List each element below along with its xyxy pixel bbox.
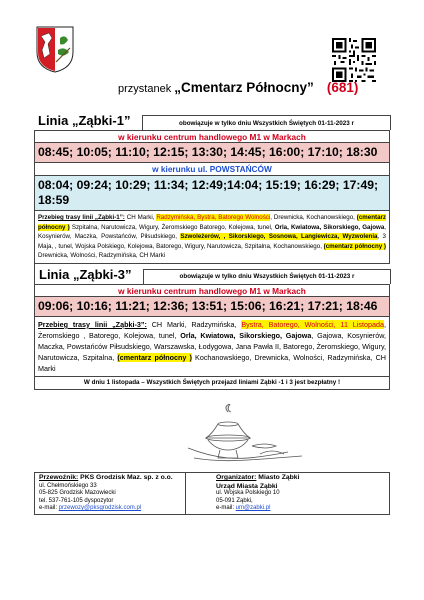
line-1-header xyxy=(34,110,390,130)
line-1-times-markach: 08:45; 10:05; 11:10; 12:15; 13:30; 14:45; 16:00; 17:10; 18:30 xyxy=(34,143,390,163)
line-1-direction-markach: w kierunku centrum handlowego M1 w Markach xyxy=(34,130,390,143)
line-1-name: Linia „Ząbki-1” xyxy=(38,113,131,128)
organizer-address-1: ul. Wojska Polskiego 10 xyxy=(216,490,280,497)
stop-name: „Cmentarz Północny” xyxy=(174,80,314,95)
line-3-header xyxy=(34,264,390,284)
carrier-address-1: ul. Chełmońskiego 33 xyxy=(39,482,97,489)
line-3-direction-markach: w kierunku centrum handlowego M1 w Markach xyxy=(34,284,390,297)
line-3-validity: obowiązuje w tylko dniu Wszystkich Świętych 01-11-2023 r xyxy=(143,269,391,284)
organizer-name: Miasto Ząbki xyxy=(256,474,300,481)
organizer-email-link[interactable]: um@zabki.pl xyxy=(235,505,271,512)
line-1-route: Przebieg trasy linii „Ząbki-1”: CH Marki, Radzymińska, Bystra, Batorego Wolności, Drewnicka, Kochanowskiego, (cmentarz północny ) Szpitalna, Narutowicza, Wigury, Żeromskiego Batorego, Kolejowa, tunel, Orla, Kwiatowa, Sikorskiego, Gajowa, Kosynierów, Maczka, Powstańców, Piłsudskiego, Szwoleżerów, , Sikorskiego, Sosnowa, Langiewicza, Wyzwolenia, 3 Maja, , tunel, Wojska Polskiego, Kolejowa, Batorego, Wigury, Narutowicza, Szpitalna, Kochanowskiego, (cmentarz północny ) Drewnicka, Wolności, Radzymińska, CH Marki xyxy=(34,211,390,264)
line-3-times-markach: 09:06; 10:16; 11:21; 12:36; 13:51; 15:06; 16:21; 17:21; 18:46 xyxy=(34,297,390,317)
stop-prefix: przystanek xyxy=(118,83,172,95)
carrier-info: Przewoźnik: PKS Grodzisk Maz. sp. z o.o. ul. Chełmońskiego 33 05-825 Grodzisk Mazowiecki tel. 537-761-105 dyspozytor e-mail: przewozy@pksgrodzisk.com.pl xyxy=(34,472,186,515)
line-1-times-powstancow: 08:04; 09:24; 10:29; 11:34; 12:49;14:04; 15:19; 16:29; 17:49; 18:59 xyxy=(34,176,390,211)
carrier-phone: tel. 537-761-105 dyspozytor xyxy=(39,497,114,504)
free-ride-note: W dniu 1 listopada – Wszystkich Świętych przejazd liniami Ząbki -1 i 3 jest bezpłatny ! xyxy=(34,377,390,390)
stop-heading xyxy=(118,80,358,95)
coat-of-arms-icon xyxy=(34,24,76,74)
line-3-route-label: Przebieg trasy linii „Ząbki-3”: xyxy=(38,319,147,329)
line-1-direction-powstancow: w kierunku ul. POWSTAŃCÓW xyxy=(34,163,390,176)
line-1-validity: obowiązuje w tylko dniu Wszystkich Świętych 01-11-2023 r xyxy=(142,115,391,130)
organizer-info: Organizator: Miasto Ząbki Urząd Miasta Ząbki ul. Wojska Polskiego 10 05-091 Ząbki, e-mail: um@zabki.pl xyxy=(186,472,390,515)
carrier-name: PKS Grodzisk Maz. sp. z o.o. xyxy=(78,474,173,481)
qr-code-icon xyxy=(332,38,376,82)
candle-lamp-icon xyxy=(168,404,308,466)
carrier-address-2: 05-825 Grodzisk Mazowiecki xyxy=(39,490,116,497)
stop-number: (681) xyxy=(326,80,359,95)
timetable xyxy=(34,110,390,390)
organizer-office: Urząd Miasta Ząbki xyxy=(216,482,278,490)
line-1-route-label: Przebieg trasy linii „Ząbki-1”: xyxy=(38,214,125,221)
organizer-label: Organizator: xyxy=(216,474,257,481)
carrier-email-link[interactable]: przewozy@pksgrodzisk.com.pl xyxy=(58,505,142,512)
carrier-label: Przewoźnik: xyxy=(39,474,79,481)
organizer-address-2: 05-091 Ząbki, xyxy=(216,497,253,504)
line-3-name: Linia „Ząbki-3” xyxy=(39,266,132,282)
line-3-route: Przebieg trasy linii „Ząbki-3”: CH Marki, Radzymińska, Bystra, Batorego, Wolności, 11 Listopada, Żeromskiego , Batorego, Kolejowa, tunel, Orla, Kwiatowa, Sikorskiego, Gajowa, Gajowa, Kosynierów, Maczka, Powstańców Piłsudskiego, Warszawska, Łodygowa, Jana Pawła II, Batorego, Żeromskiego, Wigury, Narutowicza, Szpitalna, (cmentarz północny ) Kochanowskiego, Drewnicka, Wolności, Radzymińska, CH Marki xyxy=(34,317,390,377)
footer-contacts xyxy=(34,472,390,515)
